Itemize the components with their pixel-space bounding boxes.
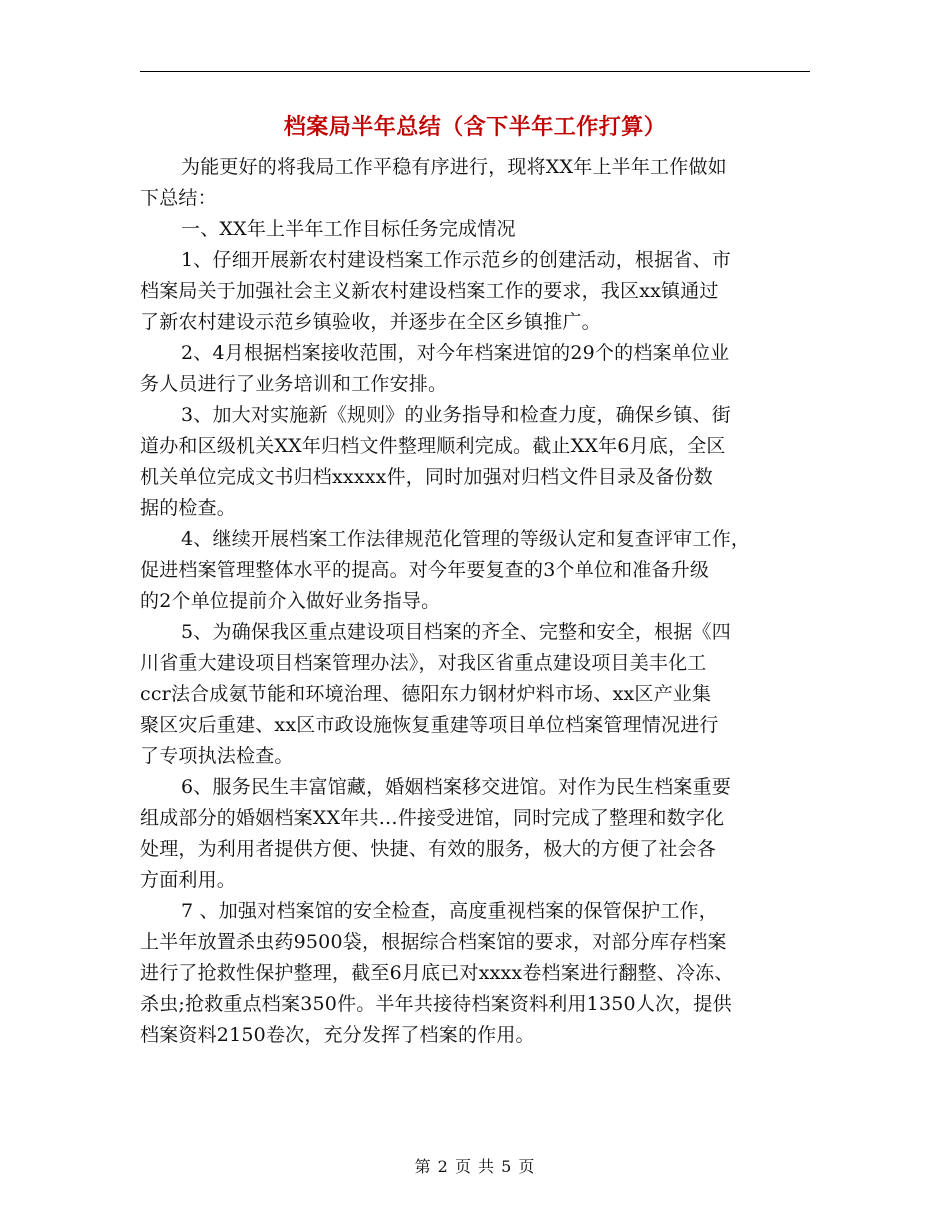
text-line: 了新农村建设示范乡镇验收，并逐步在全区乡镇推广。 [140, 311, 601, 333]
document-title: 档案局半年总结（含下半年工作打算） [283, 115, 667, 140]
text-line: 为能更好的将我局工作平稳有序进行，现将XX年上半年工作做如 [181, 156, 727, 178]
text-line: ccr法合成氨节能和环境治理、德阳东力钢材炉料市场、xx区产业集 [140, 683, 712, 705]
text-line: 川省重大建设项目档案管理办法》，对我区省重点建设项目美丰化工 [140, 652, 707, 674]
document-body [140, 152, 812, 1051]
text-line: 方面利用。 [140, 869, 237, 891]
text-line: 据的检查。 [140, 497, 237, 519]
text-line: 3、加大对实施新《规则》的业务指导和检查力度，确保乡镇、街 [181, 404, 731, 426]
text-line: 4、继续开展档案工作法律规范化管理的等级认定和复查评审工作， [181, 528, 751, 550]
text-line: 处理，为利用者提供方便、快捷、有效的服务，极大的方便了社会各 [140, 838, 717, 860]
text-line: 7 、加强对档案馆的安全检查，高度重视档案的保管保护工作， [181, 900, 718, 922]
text-line: 5、为确保我区重点建设项目档案的齐全、完整和安全，根据《四 [181, 621, 731, 643]
text-line: 6、服务民生丰富馆藏，婚姻档案移交进馆。对作为民生档案重要 [181, 776, 731, 798]
text-line: 机关单位完成文书归档xxxxx件，同时加强对归档文件目录及备份数 [140, 466, 713, 488]
text-line: 2、4月根据档案接收范围，对今年档案进馆的29个的档案单位业 [181, 342, 730, 364]
text-line: 组成部分的婚姻档案XX年共…件接受进馆，同时完成了整理和数字化 [140, 807, 725, 829]
page-number: 第 2 页 共 5 页 [414, 1157, 536, 1176]
text-line: 道办和区级机关XX年归档文件整理顺利完成。截止XX年6月底，全区 [140, 435, 726, 457]
text-line: 杀虫;抢救重点档案350件。半年共接待档案资料利用1350人次，提供 [140, 993, 732, 1015]
text-line: 下总结： [140, 187, 217, 209]
section-heading: 一、XX年上半年工作目标任务完成情况 [181, 218, 516, 240]
text-line: 1、仔细开展新农村建设档案工作示范乡的创建活动，根据省、市 [181, 249, 731, 271]
text-line: 进行了抢救性保护整理，截至6月底已对xxxx卷档案进行翻整、冷冻、 [140, 962, 734, 984]
text-line: 档案资料2150卷次，充分发挥了档案的作用。 [140, 1024, 535, 1046]
text-line: 聚区灾后重建、xx区市政设施恢复重建等项目单位档案管理情况进行 [140, 714, 719, 736]
text-line: 档案局关于加强社会主义新农村建设档案工作的要求，我区xx镇通过 [140, 280, 719, 302]
text-line: 促进档案管理整体水平的提高。对今年要复查的3个单位和准备升级 [140, 559, 710, 581]
text-line: 了专项执法检查。 [140, 745, 294, 767]
text-line: 务人员进行了业务培训和工作安排。 [140, 373, 448, 395]
text-line: 的2个单位提前介入做好业务指导。 [140, 590, 441, 612]
text-line: 上半年放置杀虫药9500袋，根据综合档案馆的要求，对部分库存档案 [140, 931, 727, 953]
header-rule [140, 71, 810, 72]
